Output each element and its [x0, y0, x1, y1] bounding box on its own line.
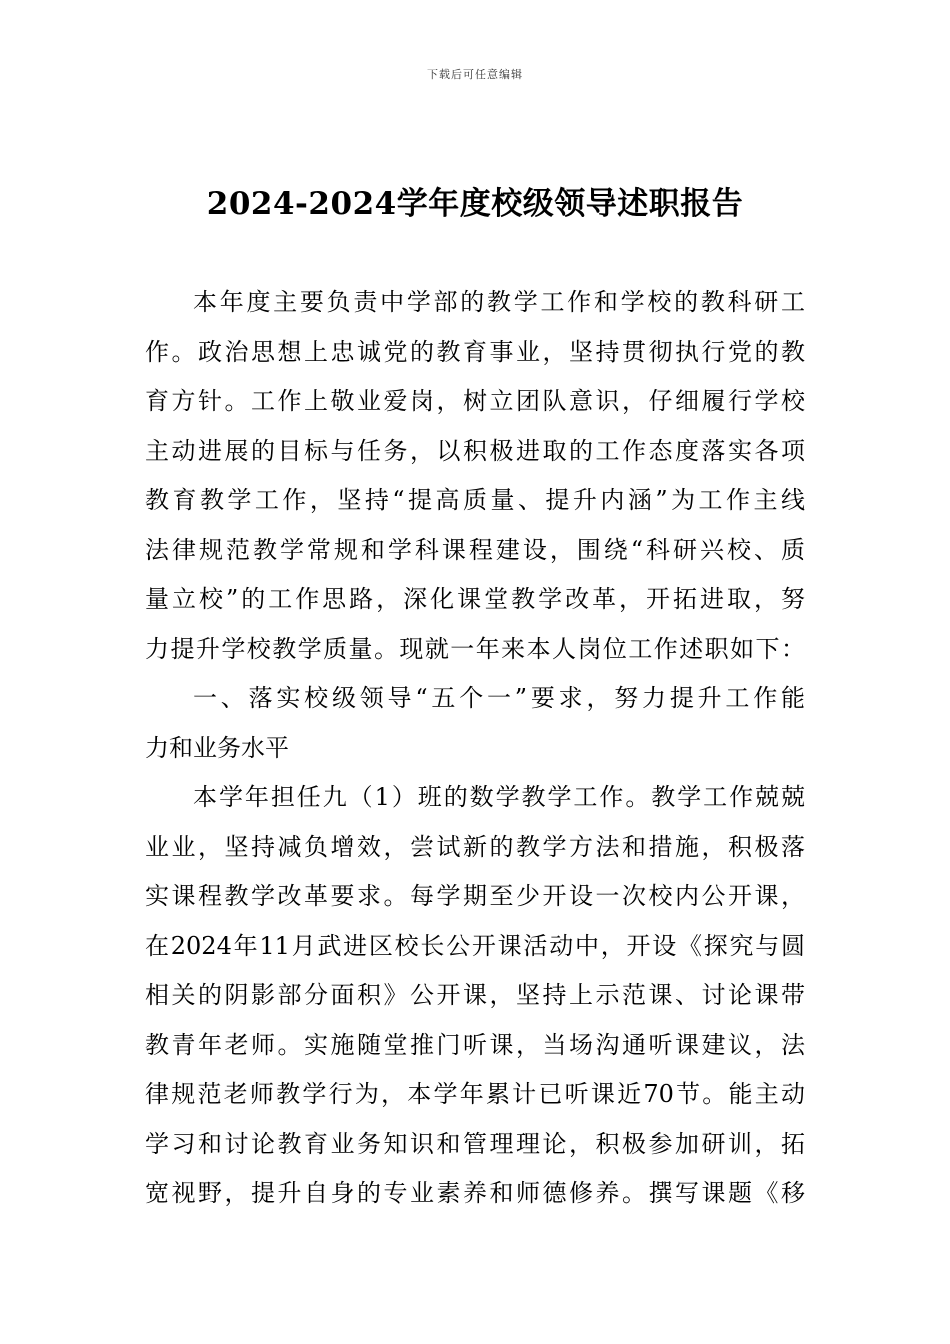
text-line: 学习和讨论教育业务知识和管理理论，积极参加研训，拓	[145, 1129, 805, 1158]
paragraph-intro	[145, 278, 805, 674]
text-line: 相关的阴影部分面积》公开课，坚持上示范课、讨论课带	[145, 981, 805, 1009]
text-line: 主动进展的目标与任务，以积极进取的工作态度落实各项	[145, 436, 805, 465]
text-line: 量立校”的工作思路，深化课堂教学改革，开拓进取，努	[145, 585, 805, 613]
text-line: 教育教学工作，坚持“提高质量、提升内涵”为工作主线	[145, 486, 805, 514]
text-line: 力提升学校教学质量。现就一年来本人岗位工作述职如下：	[145, 634, 805, 663]
text-line: 律规范老师教学行为，本学年累计已听课近70节。能主动	[145, 1080, 805, 1108]
section-heading-1	[145, 674, 805, 773]
text-line: 一、落实校级领导“五个一”要求，努力提升工作能	[193, 684, 805, 712]
text-line: 宽视野，提升自身的专业素养和师德修养。撰写课题《移	[145, 1179, 805, 1207]
text-line: 育方针。工作上敬业爱岗，树立团队意识，仔细履行学校	[145, 387, 805, 415]
text-line: 教青年老师。实施随堂推门听课，当场沟通听课建议，法	[145, 1030, 805, 1059]
header-note: 下载后可任意编辑	[427, 68, 523, 81]
text-line: 本年度主要负责中学部的教学工作和学校的教科研工	[193, 288, 805, 316]
paragraph-teaching	[145, 773, 805, 1219]
text-line: 本学年担任九（1）班的数学教学工作。教学工作兢兢	[193, 783, 805, 811]
text-line: 业业，坚持减负增效，尝试新的教学方法和措施，积极落	[145, 832, 805, 861]
document-title: 2024-2024学年度校级领导述职报告	[206, 186, 744, 222]
text-line: 力和业务水平	[145, 733, 289, 762]
text-line: 在2024年11月武进区校长公开课活动中，开设《探究与圆	[145, 931, 805, 960]
text-line: 法律规范教学常规和学科课程建设，围绕“科研兴校、质	[145, 535, 805, 564]
document-body	[145, 278, 805, 1219]
text-line: 作。政治思想上忠诚党的教育事业，坚持贯彻执行党的教	[145, 337, 805, 366]
text-line: 实课程教学改革要求。每学期至少开设一次校内公开课，	[145, 882, 805, 910]
